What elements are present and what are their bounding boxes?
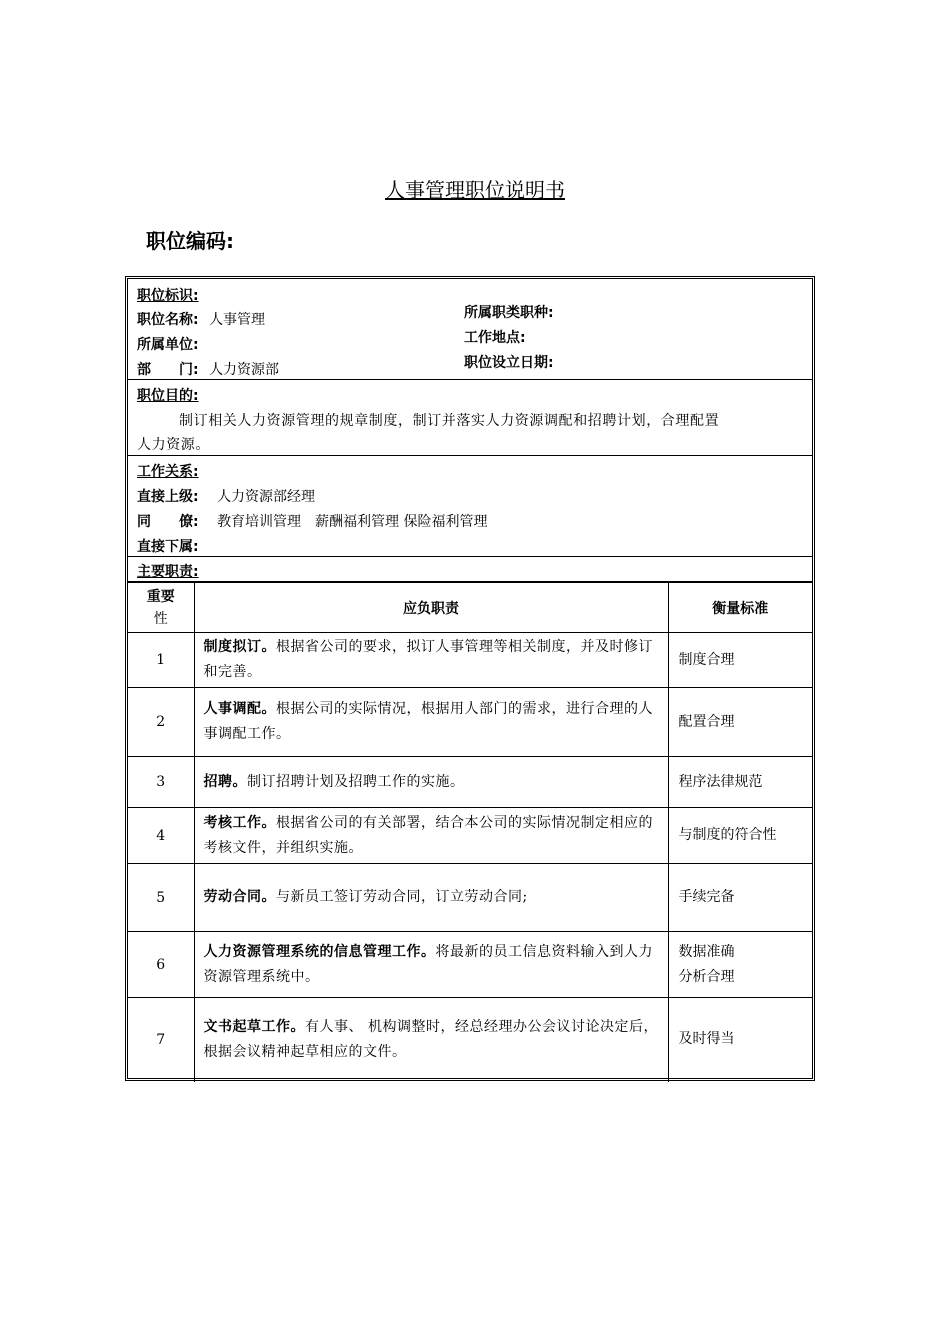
table-row <box>128 633 812 688</box>
duty-title: 制度拟订。 <box>203 639 276 655</box>
duty-cell <box>194 633 668 688</box>
peers-label: 同 僚: <box>137 514 199 530</box>
standard-cell: 及时得当 <box>668 998 812 1082</box>
relations-section <box>128 456 812 557</box>
standard-cell: 与制度的符合性 <box>668 808 812 864</box>
work-location-label: 工作地点: <box>464 330 526 346</box>
duty-text: 根据省公司的有关部署，结合本公司的实际情况制定相应的考核文件，并组织实施。 <box>203 814 653 856</box>
superior-row <box>137 486 315 506</box>
duties-header-section <box>128 557 812 582</box>
department-value: 人力资源部 <box>209 362 280 378</box>
identity-header: 职位标识: <box>137 288 199 304</box>
duty-title: 劳动合同。 <box>203 889 276 905</box>
relations-header: 工作关系: <box>137 464 199 480</box>
duties-header: 主要职责: <box>137 564 199 580</box>
row-number: 3 <box>128 757 194 808</box>
document-title: 人事管理职位说明书 <box>385 178 565 202</box>
duty-header: 应负职责 <box>194 583 668 633</box>
table-row <box>128 864 812 932</box>
purpose-line-1: 制订相关人力资源管理的规章制度，制订并落实人力资源调配和招聘计划，合理配置 <box>179 413 720 429</box>
duty-text: 与新员工签订劳动合同，订立劳动合同; <box>276 889 528 905</box>
duty-text: 根据公司的实际情况，根据用人部门的需求，进行合理的人事调配工作。 <box>203 701 653 742</box>
position-name-value: 人事管理 <box>209 312 266 328</box>
duty-title: 考核工作。 <box>203 814 276 831</box>
purpose-line-2: 人力资源。 <box>137 437 210 453</box>
duty-text: 根据省公司的要求，拟订人事管理等相关制度，并及时修订和完善。 <box>203 639 653 680</box>
establish-date-label: 职位设立日期: <box>464 355 554 371</box>
duty-text: 制订招聘计划及招聘工作的实施。 <box>247 773 465 790</box>
table-row <box>128 757 812 808</box>
position-code-label: 职位编码: <box>146 229 234 253</box>
importance-header-line-2: 性 <box>153 610 168 627</box>
row-number: 2 <box>128 688 194 757</box>
duty-cell <box>194 932 668 998</box>
duty-text: 有人事、 机构调整时，经总经理办公会议讨论决定后，根据会议精神起草相应的文件。 <box>203 1018 658 1060</box>
department-row <box>137 359 279 379</box>
standard-line-2: 分析合理 <box>678 968 735 985</box>
job-description-form <box>125 276 815 1081</box>
importance-header <box>128 583 194 633</box>
duty-cell <box>194 998 668 1082</box>
row-number: 6 <box>128 932 194 998</box>
purpose-header: 职位目的: <box>137 388 199 404</box>
standard-header: 衡量标准 <box>668 583 812 633</box>
purpose-section <box>128 380 812 456</box>
row-number: 5 <box>128 864 194 932</box>
row-number: 4 <box>128 808 194 864</box>
duty-text: 将最新的员工信息资料输入到人力资源管理系统中。 <box>203 943 653 985</box>
duty-title: 人力资源管理系统的信息管理工作。 <box>203 943 436 960</box>
position-name-label: 职位名称: <box>137 312 199 328</box>
unit-label: 所属单位: <box>137 337 199 353</box>
superior-value: 人力资源部经理 <box>217 489 316 505</box>
table-row <box>128 688 812 757</box>
standard-cell: 程序法律规范 <box>668 757 812 808</box>
duties-table-header-row <box>128 583 812 633</box>
row-number: 7 <box>128 998 194 1082</box>
standard-cell <box>668 932 812 998</box>
subordinate-label: 直接下属: <box>137 539 199 555</box>
superior-label: 直接上级: <box>137 489 199 505</box>
peers-value: 教育培训管理 薪酬福利管理 保险福利管理 <box>217 514 488 530</box>
standard-cell: 配置合理 <box>668 688 812 757</box>
department-label: 部 门: <box>137 362 199 378</box>
duty-cell <box>194 808 668 864</box>
standard-cell: 手续完备 <box>668 864 812 932</box>
peers-row <box>137 511 488 531</box>
table-row <box>128 808 812 864</box>
job-category-label: 所属职类职种: <box>464 305 554 321</box>
row-number: 1 <box>128 633 194 688</box>
identity-section <box>128 279 812 380</box>
standard-line-1: 数据准确 <box>678 943 735 960</box>
standard-cell: 制度合理 <box>668 633 812 688</box>
importance-header-line-1: 重要 <box>146 588 175 605</box>
duty-cell <box>194 688 668 757</box>
duties-table <box>128 582 812 1082</box>
duty-title: 招聘。 <box>203 773 247 790</box>
duty-title: 人事调配。 <box>203 701 276 717</box>
table-row <box>128 998 812 1082</box>
duty-cell <box>194 864 668 932</box>
table-row <box>128 932 812 998</box>
duty-title: 文书起草工作。 <box>203 1018 305 1035</box>
duty-cell <box>194 757 668 808</box>
position-name-row <box>137 309 265 329</box>
